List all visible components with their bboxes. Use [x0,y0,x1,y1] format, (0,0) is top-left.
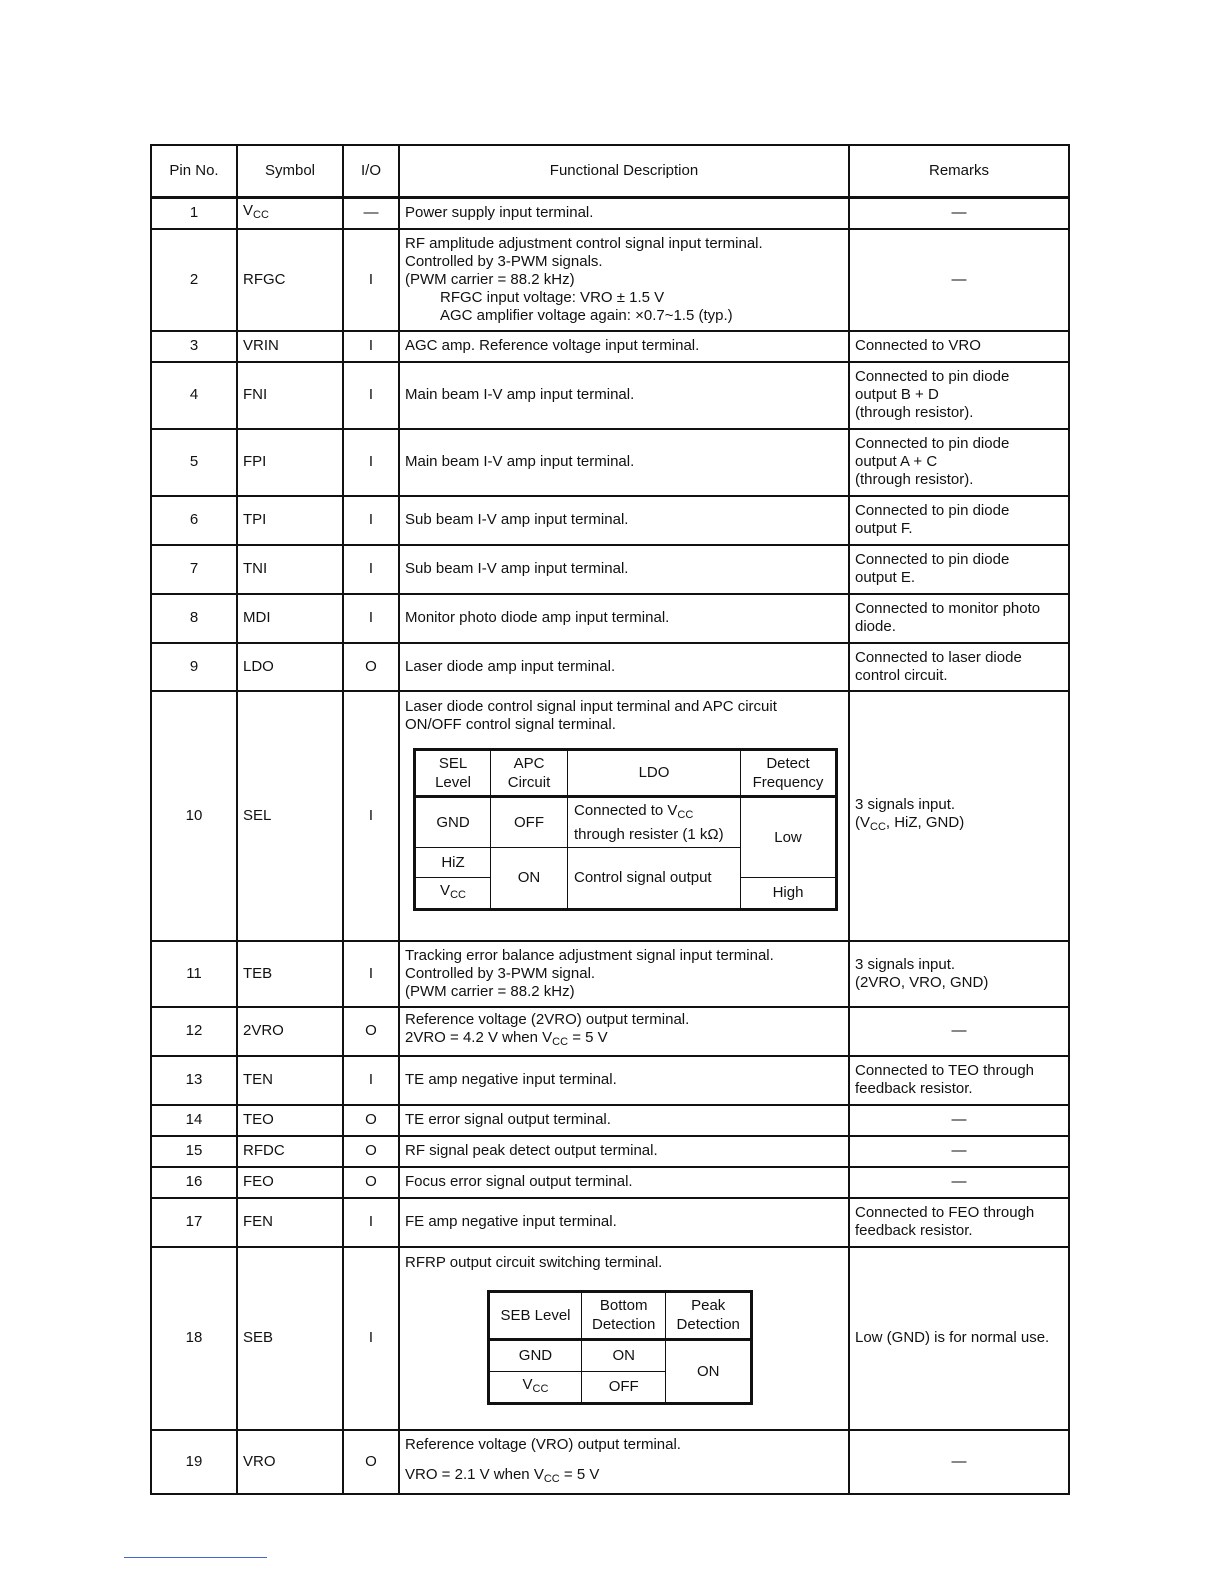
header-functional-description: Functional Description [399,145,849,198]
table-row [151,1007,1069,1056]
pin-number: 19 [151,1430,237,1494]
ldo-subscript: CC [677,808,694,821]
remarks-subscript: CC [870,820,886,833]
io-type: O [343,1007,399,1056]
header-text: SEL [438,754,468,772]
header-text: Frequency [752,773,824,791]
bottom-off: OFF [581,1371,665,1403]
table-row [151,229,1069,331]
symbol: TNI [237,545,343,594]
description-line [405,1466,843,1488]
symbol: FEO [237,1167,343,1198]
apc-on: ON [491,847,568,909]
footer-rule [124,1557,267,1558]
symbol: VRIN [237,331,343,362]
pin-number: 18 [151,1247,237,1430]
remarks-line: feedback resistor. [855,1080,973,1097]
symbol: FEN [237,1198,343,1247]
ldo-text: through resister (1 kΩ) [574,825,724,843]
io-type: I [343,1056,399,1105]
symbol: RFDC [237,1136,343,1167]
remarks [849,691,1069,941]
remarks-line: output B + D [855,386,939,403]
table-row [151,643,1069,691]
remarks: — [849,1105,1069,1136]
desc-subscript: CC [543,1472,560,1485]
remarks: Connected to VRO [849,331,1069,362]
symbol [237,198,343,229]
table-row [151,1105,1069,1136]
remarks [849,1198,1069,1247]
remarks-line: control circuit. [855,666,948,684]
description-line: Controlled by 3-PWM signal. [405,964,596,982]
io-type: O [343,1167,399,1198]
pin-number: 7 [151,545,237,594]
detect-high: High [741,877,837,909]
pin-number: 9 [151,643,237,691]
remarks-line: 3 signals input. [855,795,956,813]
sel-level-gnd: GND [415,796,491,847]
remarks-line: Connected to pin diode [855,502,1010,519]
table-row [151,198,1069,229]
description-line: RF amplitude adjustment control signal input terminal. [405,234,763,252]
symbol: MDI [237,594,343,643]
symbol: 2VRO [237,1007,343,1056]
bottom-on: ON [581,1339,665,1371]
io-type: I [343,545,399,594]
io-type: I [343,362,399,429]
header-text: Circuit [507,773,551,791]
remarks: — [849,1430,1069,1494]
sel-table-header [415,749,837,796]
header-text: Detect [766,754,810,772]
header-io: I/O [343,145,399,198]
symbol: TEB [237,941,343,1007]
sel-header-ldo: LDO [568,749,741,796]
pin-number: 6 [151,496,237,545]
description-line: Controlled by 3-PWM signals. [405,252,603,270]
description: Sub beam I-V amp input terminal. [399,545,849,594]
remarks-line: Connected to laser diode [855,648,1022,666]
description: Laser diode amp input terminal. [399,643,849,691]
symbol: SEB [237,1247,343,1430]
seb-level-gnd: GND [489,1339,582,1371]
seb-table-header [489,1291,752,1339]
sel-level-vcc [415,877,491,909]
remarks: — [849,1007,1069,1056]
remarks-line: output A + C [855,453,938,470]
seb-header-level: SEB Level [489,1291,582,1339]
apc-off: OFF [491,796,568,847]
remarks-line: Connected to monitor photo [855,600,1041,617]
table-row [151,1136,1069,1167]
symbol-subscript: CC [253,209,269,222]
pin-number: 15 [151,1136,237,1167]
header-remarks: Remarks [849,145,1069,198]
symbol: SEL [237,691,343,941]
description-line: ON/OFF control signal terminal. [405,715,616,733]
vcc-subscript: CC [532,1382,549,1395]
symbol: LDO [237,643,343,691]
remarks [849,941,1069,1007]
pin-number: 16 [151,1167,237,1198]
header-text: Detection [676,1316,740,1333]
remarks [849,1056,1069,1105]
pin-number: 10 [151,691,237,941]
pin-function-table [150,144,1070,1495]
pin-number: 5 [151,429,237,496]
table-row [151,429,1069,496]
pin-number: 1 [151,198,237,229]
sel-header-level [415,749,491,796]
desc-subscript: CC [552,1036,569,1048]
io-type: O [343,1430,399,1494]
remarks [849,429,1069,496]
io-type: — [343,198,399,229]
seb-level-table [487,1290,753,1405]
remarks: Low (GND) is for normal use. [849,1247,1069,1430]
description-line: (PWM carrier = 88.2 kHz) [405,270,575,288]
description: Main beam I-V amp input terminal. [399,429,849,496]
remarks: — [849,229,1069,331]
table-row [151,362,1069,429]
seb-header-bottom [581,1291,665,1339]
symbol: TPI [237,496,343,545]
pin-number: 13 [151,1056,237,1105]
description-line-indented: RFGC input voltage: VRO ± 1.5 V [440,288,665,306]
symbol: FNI [237,362,343,429]
vcc-subscript: CC [450,888,466,901]
ldo-control-output: Control signal output [568,847,741,909]
io-type: I [343,496,399,545]
pin-number: 11 [151,941,237,1007]
description: RF signal peak detect output terminal. [399,1136,849,1167]
table-row [151,331,1069,362]
description: AGC amp. Reference voltage input terminal. [399,331,849,362]
remarks-line: Connected to pin diode [855,551,1010,568]
io-type: I [343,229,399,331]
io-type: I [343,331,399,362]
table-row [151,1056,1069,1105]
ldo-text: Connected to V [574,801,678,819]
header-pin-no: Pin No. [151,145,237,198]
description-line: Tracking error balance adjustment signal input terminal. [405,946,774,964]
sel-header-apc [491,749,568,796]
remarks-line: output F. [855,520,913,537]
description-line: Reference voltage (2VRO) output terminal. [405,1011,690,1028]
peak-on: ON [666,1339,752,1403]
description [399,1007,849,1056]
description-line [405,1029,843,1051]
remarks-line: (through resistor). [855,404,974,421]
remarks-line [855,814,1063,836]
remarks [849,496,1069,545]
seb-row-gnd [489,1339,752,1371]
description: Monitor photo diode amp input terminal. [399,594,849,643]
table-row [151,496,1069,545]
description: FE amp negative input terminal. [399,1198,849,1247]
table-row [151,1198,1069,1247]
vcc-text: V [522,1375,533,1393]
symbol: TEO [237,1105,343,1136]
description [399,229,849,331]
description-line: (PWM carrier = 88.2 kHz) [405,982,575,1000]
header-text: Peak [691,1297,726,1314]
remarks-line: diode. [855,618,896,635]
io-type: O [343,643,399,691]
remarks [849,545,1069,594]
description: Focus error signal output terminal. [399,1167,849,1198]
sel-header-detect [741,749,837,796]
remarks-line: Connected to FEO through [855,1204,1035,1221]
remarks [849,643,1069,691]
sel-level-hiz: HiZ [415,847,491,877]
description: Sub beam I-V amp input terminal. [399,496,849,545]
io-type: I [343,1247,399,1430]
remarks: — [849,1167,1069,1198]
description-line: Reference voltage (VRO) output terminal. [405,1435,681,1453]
remarks-line: Connected to pin diode [855,435,1010,452]
description [399,691,849,941]
pin-number: 14 [151,1105,237,1136]
remarks-line: Connected to TEO through [855,1062,1035,1079]
remarks [849,362,1069,429]
remarks-line: output E. [855,569,916,586]
pin-number: 12 [151,1007,237,1056]
desc-text: = 5 V [559,1465,600,1483]
sel-row-gnd [415,796,837,847]
remarks-line: 3 signals input. [855,955,956,973]
table-row [151,691,1069,941]
io-type: I [343,691,399,941]
io-type: I [343,594,399,643]
io-type: I [343,941,399,1007]
header-text: APC [513,754,545,772]
symbol: RFGC [237,229,343,331]
detect-low: Low [741,796,837,877]
remarks: — [849,1136,1069,1167]
table-row [151,1247,1069,1430]
remarks-line: feedback resistor. [855,1222,973,1239]
io-type: I [343,1198,399,1247]
table-row [151,1167,1069,1198]
desc-text: = 5 V [568,1029,608,1046]
ldo-connected [568,796,741,847]
remarks-line: (through resistor). [855,471,974,488]
remarks-line: Connected to pin diode [855,368,1010,385]
table-row [151,545,1069,594]
symbol-main: V [243,202,254,220]
desc-text: VRO = 2.1 V when V [405,1465,544,1483]
vcc-text: V [440,881,451,899]
pin-number: 17 [151,1198,237,1247]
symbol: VRO [237,1430,343,1494]
description: Power supply input terminal. [399,198,849,229]
seb-header-peak [666,1291,752,1339]
remarks: — [849,198,1069,229]
table-row [151,594,1069,643]
symbol: TEN [237,1056,343,1105]
description-line: Laser diode control signal input terminal and APC circuit [405,697,777,715]
sel-level-table [413,748,838,911]
io-type: O [343,1136,399,1167]
description [399,941,849,1007]
desc-text: 2VRO = 4.2 V when V [405,1029,553,1046]
remarks [849,594,1069,643]
description: TE amp negative input terminal. [399,1056,849,1105]
pin-number: 4 [151,362,237,429]
description [399,1247,849,1430]
remarks-text: , HiZ, GND) [885,813,965,831]
table-row [151,1430,1069,1494]
pin-number: 3 [151,331,237,362]
header-text: Detection [592,1316,656,1333]
remarks-text: (V [855,813,870,831]
description [399,1430,849,1494]
pin-number: 2 [151,229,237,331]
header-text: Level [435,773,471,791]
description-line-indented: AGC amplifier voltage again: ×0.7~1.5 (typ.) [440,306,733,324]
description-line: RFRP output circuit switching terminal. [405,1253,663,1271]
table-row [151,941,1069,1007]
table-header-row [151,145,1069,198]
io-type: O [343,1105,399,1136]
header-text: Bottom [599,1297,648,1314]
header-symbol: Symbol [237,145,343,198]
io-type: I [343,429,399,496]
seb-level-vcc [489,1371,582,1403]
symbol: FPI [237,429,343,496]
description: TE error signal output terminal. [399,1105,849,1136]
pin-number: 8 [151,594,237,643]
description: Main beam I-V amp input terminal. [399,362,849,429]
remarks-line: (2VRO, VRO, GND) [855,973,989,991]
